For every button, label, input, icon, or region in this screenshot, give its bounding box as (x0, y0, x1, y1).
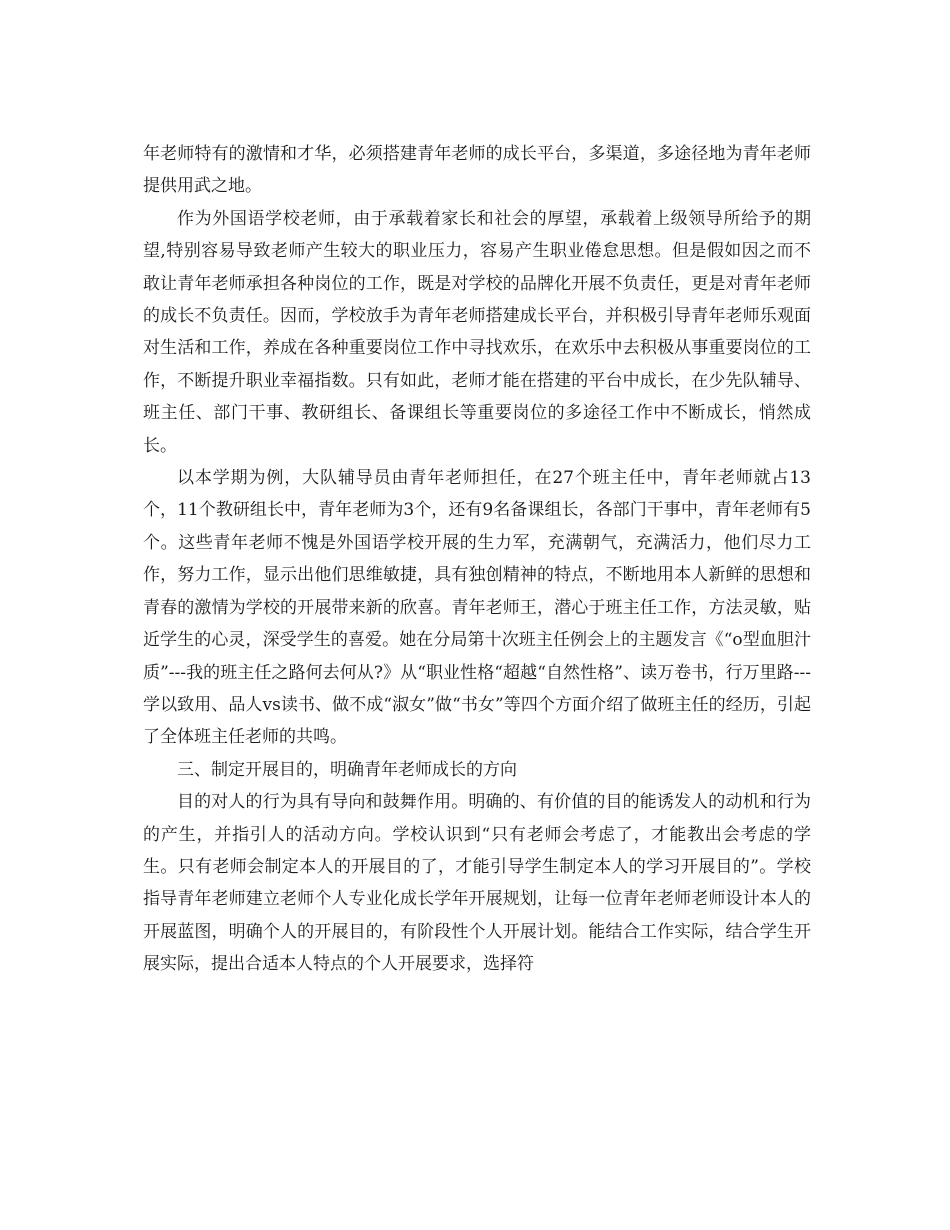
paragraph-continuation: 年老师特有的激情和才华，必须搭建青年老师的成长平台，多渠道，多途径地为青年老师提供用武之地。 (143, 144, 811, 197)
section-heading-goals: 三、制定开展目的，明确青年老师成长的方向 (177, 759, 517, 780)
paragraph-goals: 目的对人的行为具有导向和鼓舞作用。明确的、有价值的目的能诱发人的动机和行为的产生，并指引人的活动方向。学校认识到“只有老师会考虑了，才能教出会考虑的学生。只有老师会制定本人的开展目的了，才能引导学生制定本人的学习开展目的”。学校指导青年老师建立老师个人专业化成长学年开展规划，让每一位青年老师老师设计本人的开展蓝图，明确个人的开展目的，有阶段性个人开展计划。能结合工作实际，结合学生开展实际，提出合适本人特点的个人开展要求，选择符 (143, 792, 811, 975)
paragraph-teacher-pressure: 作为外国语学校老师，由于承载着家长和社会的厚望，承载着上级领导所给予的期望,特别容易导致老师产生较大的职业压力，容易产生职业倦怠思想。但是假如因之而不敢让青年老师承担各种岗位的工作，既是对学校的品牌化开展不负责任，更是对青年老师的成长不负责任。因而，学校放手为青年老师搭建成长平台，并积极引导青年老师乐观面对生活和工作，养成在各种重要岗位工作中寻找欢乐，在欢乐中去积极从事重要岗位的工作，不断提升职业幸福指数。只有如此，老师才能在搭建的平台中成长，在少先队辅导、班主任、部门干事、教研组长、备课组长等重要岗位的多途径工作中不断成长，悄然成长。 (143, 208, 811, 456)
document-page (143, 138, 811, 981)
paragraph-semester-example: 以本学期为例，大队辅导员由青年老师担任，在27个班主任中，青年老师就占13个，11个教研组长中，青年老师为3个，还有9名备课组长，各部门干事中，青年老师有5个。这些青年老师不愧是外国语学校开展的生力军，充满朝气，充满活力，他们尽力工作，努力工作，显示出他们思维敏捷，具有独创精神的特点，不断地用本人新鲜的思想和青春的激情为学校的开展带来新的欣喜。青年老师王，潜心于班主任工作，方法灵敏，贴近学生的心灵，深受学生的喜爱。她在分局第十次班主任例会上的主题发言《“o型血胆汁质”---我的班主任之路何去何从?》从“职业性格“超越“自然性格”、读万卷书，行万里路---学以致用、品人vs读书、做不成“淑女”做“书女”等四个方面介绍了做班主任的经历，引起了全体班主任老师的共鸣。 (143, 468, 811, 748)
